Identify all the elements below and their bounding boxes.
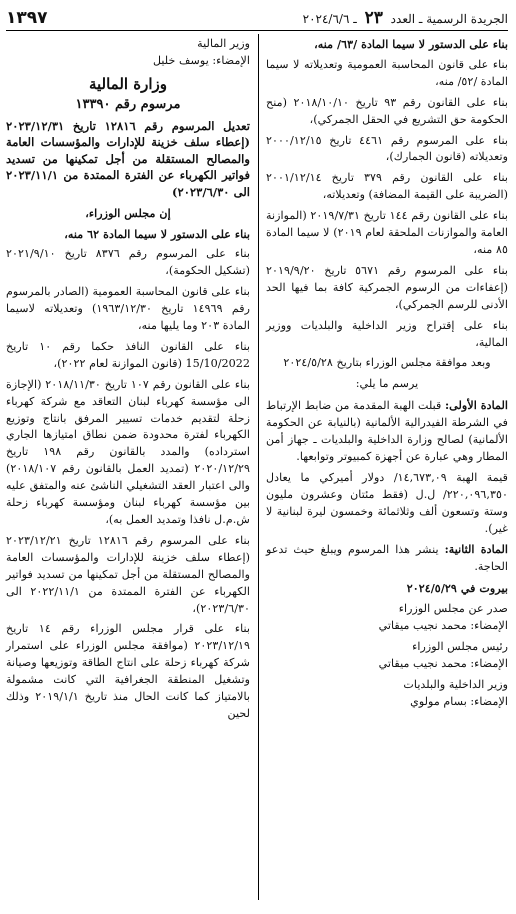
paragraph: بناء على قرار مجلس الوزراء رقم ١٤ تاريخ ٢٠٢٣/١٢/١٩ (موافقة مجلس الوزراء على استمرار شركة كهرباء زحلة على انتاج الطاقة وتوزيعها وصيانة وتشغيل المنطقة الجغرافية التي كانت مشمولة بالامتياز كما كانت الحال منذ تاريخ ٢٠١٩/١/١ وذلك لحين <box>6 622 251 720</box>
paragraph: بناء على إقتراح وزير الداخلية والبلديات ووزير المالية، <box>266 318 508 349</box>
signature-line: الإمضاء: يوسف خليل <box>152 53 250 67</box>
gazette-title <box>303 8 508 28</box>
paragraph: بناء على الدستور لا سيما المادة /٦٣/ منه، <box>314 37 508 51</box>
paragraph: بناء على المرسوم رقم ٨٣٧٦ تاريخ ٢٠٢١/٩/١٠ (تشكيل الحكومة)، <box>6 247 250 278</box>
left-column <box>6 36 250 727</box>
paragraph: بناء على قانون المحاسبة العمومية وتعديلاته لا سيما المادة /٥٢/ منه، <box>266 57 508 88</box>
decree-title: تعديل المرسوم رقم ١٢٨١٦ تاريخ ٢٠٢٣/١٢/٣١ (إعطاء سلف خزينة للإدارات والمؤسسات العامة والمصالح المستقلة من أجل تمكينها من تسديد فواتير الكهرباء عن الفترة الممتدة من ٢٠٢٣/١١/١ الى ٢٠٢٣/٦/٣٠) <box>6 118 250 199</box>
right-column <box>266 36 508 715</box>
paragraph: بناء على قانون المحاسبة العمومية (الصادر بالمرسوم رقم ١٤٩٦٩ تاريخ ١٩٦٣/١٢/٣٠) وتعديلاته لاسيما المادة ٢٠٣ وما يليها منه، <box>6 285 251 333</box>
article-label: المادة الأولى: <box>445 398 509 413</box>
decree-number: مرسوم رقم ١٣٣٩٠ <box>75 96 181 112</box>
paragraph: بناء على المرسوم رقم ٤٤٦١ تاريخ ٢٠٠٠/١٢/١٥ وتعديلاته (قانون الجمارك)، <box>266 133 508 164</box>
signature-line: الإمضاء: محمد نجيب ميقاتي <box>378 619 508 633</box>
signature-line: الإمضاء: محمد نجيب ميقاتي <box>378 656 508 670</box>
column-divider <box>258 34 259 900</box>
issue-number: ٢٣ <box>364 8 383 28</box>
issue-date: ـ ٢٠٢٤/٦/٦ <box>302 12 357 26</box>
signature-line: الإمضاء: بسام مولوي <box>410 694 508 708</box>
header-rule <box>6 30 508 31</box>
article-text: قبلت الهبة المقدمة من ضابط الإرتباط في الشرطة الفيدرالية الألمانية (بالنيابة عن الحكومة الألمانية) لصالح وزارة الداخلية والبلديات ـ جهاز أمن المطار وهي عبارة عن أجهزة كمبيوتر وتوابعها. <box>266 399 508 463</box>
paragraph: بناء على القانون رقم ١٤٤ تاريخ ٢٠١٩/٧/٣١ (الموازنة العامة والموازنات الملحقة لعام ٢٠١٩) لا سيما المادة ٨٥ منه، <box>266 209 508 256</box>
signature-line: وزير الداخلية والبلديات <box>403 677 508 691</box>
paragraph: بناء على القانون رقم ٩٣ تاريخ ٢٠١٨/١٠/١٠ (منح الحكومة حق التشريع في الحقل الجمركي)، <box>266 95 509 126</box>
signature-line: رئيس مجلس الوزراء <box>412 640 508 653</box>
paragraph: بناء على المرسوم رقم ٥٦٧١ تاريخ ٢٠١٩/٩/٢٠ (إعفاءات من الرسوم الجمركية كافة بما فيها الحد الأدنى للرسم الجمركي)، <box>266 263 509 311</box>
article-1 <box>266 397 508 466</box>
paragraph: وبعد موافقة مجلس الوزراء بتاريخ ٢٠٢٤/٥/٢٨ <box>283 356 491 370</box>
ministry-heading: وزارة المالية <box>88 74 168 93</box>
page-header <box>6 6 508 30</box>
paragraph: يرسم ما يلي: <box>355 377 419 391</box>
article-2 <box>266 541 508 576</box>
paragraph: بناء على الدستور لا سيما المادة ٦٢ منه، <box>64 226 250 241</box>
gazette-name: الجريدة الرسمية ـ العدد <box>390 12 508 26</box>
signature-line: صدر عن مجلس الوزراء <box>398 602 508 616</box>
article-text: ينشر هذا المرسوم ويبلغ حيث تدعو الحاجة. <box>266 543 508 574</box>
paragraph: إن مجلس الوزراء، <box>85 205 171 220</box>
paragraph: بناء على القانون رقم ٣٧٩ تاريخ ٢٠٠١/١٢/١٤ (الضريبة على القيمة المضافة) وتعديلاته، <box>266 171 508 202</box>
date-line: بيروت في ٢٠٢٤/٥/٢٩ <box>406 581 508 596</box>
paragraph: بناء على القانون النافذ حكما رقم ١٠ تاريخ 15/10/2022 (قانون الموازنة لعام ٢٠٢٢)، <box>6 339 250 370</box>
article-label: المادة الثانية: <box>444 542 508 557</box>
paragraph: بناء على القانون رقم ١٠٧ تاريخ ٢٠١٨/١١/٣٠ (الإجازة الى مؤسسة كهرباء لبنان التعاقد مع شركة كهرباء زحلة لتقديم خدمات تسيير المرفق بانتاج وتوزيع الكهرباء لفترة محدودة ضمن نطاق امتيازها الجاري استرداده) والمدد بالقانون رقم ١٩٨ تاريخ ٢٠٢٠/١٢/٢٩ (تمديد العمل بالقانون رقم ٢٠١٨/١٠٧) والى اعتبار العقد التشغيلي الناشئ عنه والمتفق عليه بين مؤسسة كهرباء لبنان ومؤسسة كهرباء زحلة ش.م.ل نافذا وتمديد العمل به)، <box>6 377 251 526</box>
paragraph: قيمة الهبة ١٤,٦٧٣,٠٩/ دولار أميركي ما يعادل ٢٢٠,٠٩٦,٣٥٠/ ل.ل (فقط مئتان وعشرون مليون وستة وتسعون ألف وثلاثمائة وخمسون ليرة لبنانية لا غير). <box>266 470 508 535</box>
page-number: ١٣٩٧ <box>6 8 48 28</box>
signature-line: وزير المالية <box>197 37 250 50</box>
paragraph: بناء على المرسوم رقم ١٢٨١٦ تاريخ ٢٠٢٣/١٢/٢١ (إعطاء سلف خزينة للإدارات والمؤسسات العامة والمصالح المستقلة من أجل تمكينها من تسديد فواتير الكهرباء عن الفترة الممتدة من ٢٠٢٢/١١/١ الى ٢٠٢٣/٦/٣٠)، <box>6 533 250 615</box>
